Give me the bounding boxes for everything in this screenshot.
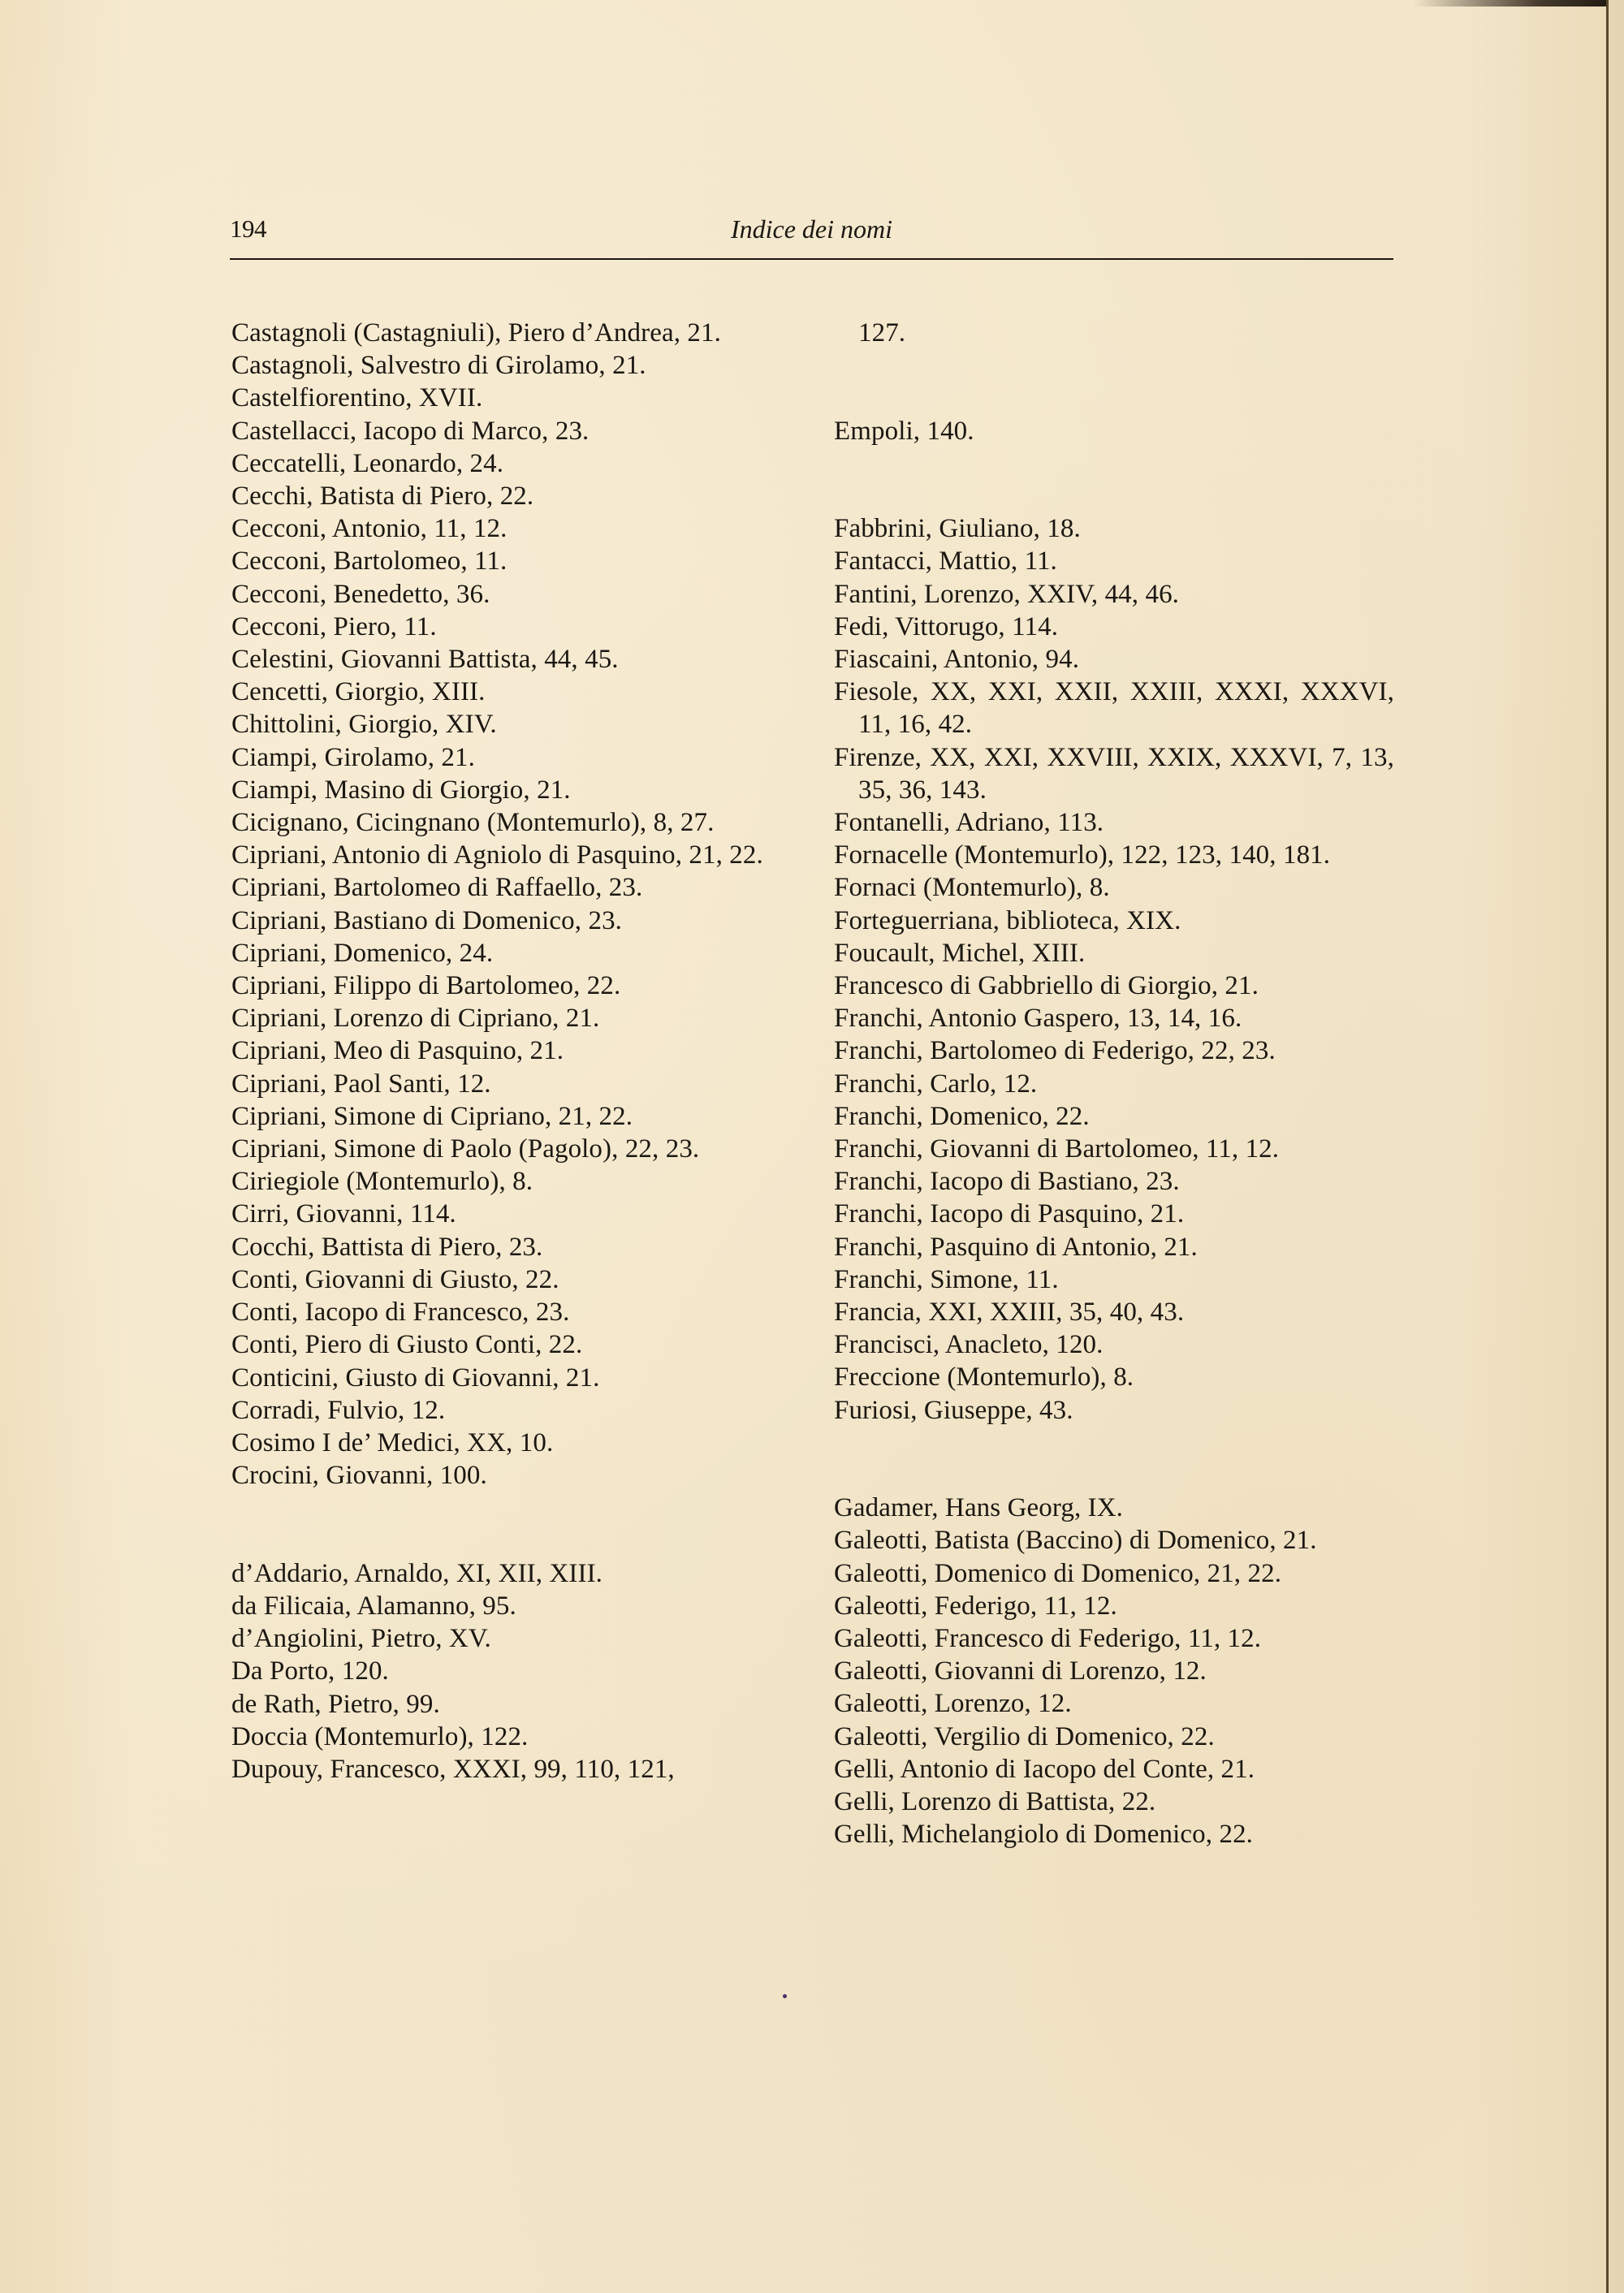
index-entry: Conticini, Giusto di Giovanni, 21. — [231, 1362, 600, 1393]
index-entry: Galeotti, Francesco di Federigo, 11, 12. — [834, 1624, 1262, 1654]
index-entry: Ceccatelli, Leonardo, 24. — [231, 448, 504, 478]
index-entry: Da Porto, 120. — [231, 1656, 389, 1686]
index-entry: d’Addario, Arnaldo, XI, XII, XIII. — [231, 1558, 603, 1588]
ink-speck — [783, 1994, 787, 1998]
index-entry: Conti, Iacopo di Francesco, 23. — [231, 1298, 570, 1328]
index-entry: Doccia (Montemurlo), 122. — [231, 1721, 529, 1751]
index-entry: Cipriani, Paol Santi, 12. — [231, 1069, 491, 1099]
index-entry: Cipriani, Simone di Cipriano, 21, 22. — [231, 1101, 633, 1131]
index-column-right — [834, 317, 1394, 1851]
index-column-left — [231, 317, 792, 1786]
index-entry: Freccione (Montemurlo), 8. — [834, 1362, 1134, 1393]
index-entry: Gelli, Lorenzo di Battista, 22. — [834, 1787, 1156, 1817]
index-entry: Francia, XXI, XXIII, 35, 40, 43. — [834, 1298, 1185, 1328]
index-entry: Fornacelle (Montemurlo), 122, 123, 140, 181. — [834, 840, 1331, 870]
index-entry: Empoli, 140. — [834, 416, 974, 446]
index-entry: Galeotti, Lorenzo, 12. — [834, 1689, 1072, 1719]
index-entry: Fantini, Lorenzo, XXIV, 44, 46. — [834, 579, 1180, 609]
index-entry: Galeotti, Batista (Baccino) di Domenico, 21. — [834, 1526, 1317, 1556]
index-entry: Corradi, Fulvio, 12. — [231, 1395, 446, 1425]
index-entry: Franchi, Pasquino di Antonio, 21. — [834, 1232, 1198, 1262]
header-rule — [230, 258, 1393, 260]
letter-group-gap — [834, 447, 1394, 512]
index-entry: Fornaci (Montemurlo), 8. — [834, 873, 1110, 903]
index-entry: Fedi, Vittorugo, 114. — [834, 611, 1059, 641]
index-entry: Castagnoli (Castagniuli), Piero d’Andrea, 21. — [231, 318, 721, 348]
index-entry: Cipriani, Domenico, 24. — [231, 938, 494, 968]
index-entry: de Rath, Pietro, 99. — [231, 1689, 440, 1719]
index-entry: Forteguerriana, biblioteca, XIX. — [834, 905, 1181, 935]
index-entry: Castelfiorentino, XVII. — [231, 383, 483, 413]
index-entry: Franchi, Iacopo di Bastiano, 23. — [834, 1167, 1180, 1197]
index-entry: Francisci, Anacleto, 120. — [834, 1330, 1104, 1360]
index-entry: Galeotti, Vergilio di Domenico, 22. — [834, 1721, 1215, 1751]
index-entry: 127. — [858, 318, 906, 348]
index-entry: Franchi, Domenico, 22. — [834, 1101, 1090, 1131]
index-entry: Franchi, Carlo, 12. — [834, 1069, 1038, 1099]
index-entry: da Filicaia, Alamanno, 95. — [231, 1591, 516, 1621]
index-entry: Foucault, Michel, XIII. — [834, 938, 1086, 968]
index-entry: Firenze, XX, XXI, XXVIII, XXIX, XXXVI, 7, 13, 35, 36, 143. — [834, 742, 1394, 805]
index-entry: Cipriani, Meo di Pasquino, 21. — [231, 1036, 564, 1066]
index-entry: Celestini, Giovanni Battista, 44, 45. — [231, 645, 619, 675]
index-entry: Cecconi, Piero, 11. — [231, 611, 437, 641]
index-entry: Cecchi, Batista di Piero, 22. — [231, 481, 534, 512]
index-entry: Fabbrini, Giuliano, 18. — [834, 514, 1081, 544]
index-entry: Cocchi, Battista di Piero, 23. — [231, 1232, 543, 1262]
index-entry: Gelli, Antonio di Iacopo del Conte, 21. — [834, 1754, 1255, 1784]
index-entry: Fontanelli, Adriano, 113. — [834, 808, 1104, 838]
index-entry: Ciriegiole (Montemurlo), 8. — [231, 1167, 533, 1197]
index-entry: Fiesole, XX, XXI, XXII, XXIII, XXXI, XXXVI, 11, 16, 42. — [834, 677, 1394, 740]
letter-group-gap — [834, 349, 1394, 414]
index-entry: Cirri, Giovanni, 114. — [231, 1199, 456, 1229]
index-entry: Crocini, Giovanni, 100. — [231, 1461, 487, 1491]
running-head — [230, 214, 1393, 255]
index-entry: Cipriani, Simone di Paolo (Pagolo), 22, 23. — [231, 1134, 700, 1164]
index-entry: Fiascaini, Antonio, 94. — [834, 645, 1080, 674]
index-entry: Cecconi, Antonio, 11, 12. — [231, 514, 508, 544]
index-entry: Cecconi, Benedetto, 36. — [231, 579, 490, 609]
index-entry: Ciampi, Masino di Giorgio, 21. — [231, 775, 571, 805]
index-entry: Chittolini, Giorgio, XIV. — [231, 710, 497, 740]
scan-top-shadow — [1413, 0, 1624, 6]
index-entry: Furiosi, Giuseppe, 43. — [834, 1395, 1073, 1425]
index-entry: Cipriani, Lorenzo di Cipriano, 21. — [231, 1004, 600, 1034]
index-entry: Gadamer, Hans Georg, IX. — [834, 1493, 1124, 1523]
index-entry: Francesco di Gabbriello di Giorgio, 21. — [834, 971, 1259, 1001]
index-entry: Conti, Piero di Giusto Conti, 22. — [231, 1330, 583, 1360]
index-entry: Cipriani, Antonio di Agniolo di Pasquino, 21, 22. — [231, 840, 763, 870]
index-entry: Cosimo I de’ Medici, XX, 10. — [231, 1427, 554, 1457]
index-entry: Fantacci, Mattio, 11. — [834, 546, 1057, 576]
index-entry: Cipriani, Bastiano di Domenico, 23. — [231, 905, 623, 935]
index-entry: Franchi, Antonio Gaspero, 13, 14, 16. — [834, 1004, 1242, 1034]
page-title: Indice dei nomi — [730, 214, 893, 244]
index-entry: Franchi, Giovanni di Bartolomeo, 11, 12. — [834, 1134, 1280, 1164]
letter-group-gap — [834, 1427, 1394, 1492]
index-entry: Castellacci, Iacopo di Marco, 23. — [231, 416, 590, 446]
index-entry: Cipriani, Bartolomeo di Raffaello, 23. — [231, 873, 643, 903]
index-entry: Galeotti, Domenico di Domenico, 21, 22. — [834, 1558, 1282, 1588]
index-entry: Franchi, Bartolomeo di Federigo, 22, 23. — [834, 1036, 1276, 1066]
index-entry: Cicignano, Cicingnano (Montemurlo), 8, 27. — [231, 808, 715, 838]
index-entry: Dupouy, Francesco, XXXI, 99, 110, 121, — [231, 1754, 675, 1784]
index-entry: Conti, Giovanni di Giusto, 22. — [231, 1264, 559, 1294]
index-entry: Cencetti, Giorgio, XIII. — [231, 677, 486, 707]
index-entry: Cipriani, Filippo di Bartolomeo, 22. — [231, 971, 621, 1001]
index-entry: Galeotti, Federigo, 11, 12. — [834, 1591, 1117, 1621]
index-entry: Ciampi, Girolamo, 21. — [231, 742, 475, 772]
index-entry: Castagnoli, Salvestro di Girolamo, 21. — [231, 351, 646, 381]
page-edge — [1606, 0, 1624, 2293]
letter-group-gap — [231, 1492, 792, 1557]
index-entry: Gelli, Michelangiolo di Domenico, 22. — [834, 1820, 1254, 1850]
index-entry: Galeotti, Giovanni di Lorenzo, 12. — [834, 1656, 1207, 1686]
index-entry: Franchi, Iacopo di Pasquino, 21. — [834, 1199, 1185, 1229]
index-entry: Franchi, Simone, 11. — [834, 1264, 1059, 1294]
index-entry: d’Angiolini, Pietro, XV. — [231, 1624, 491, 1654]
page-number: 194 — [230, 214, 266, 243]
index-entry: Cecconi, Bartolomeo, 11. — [231, 546, 508, 576]
